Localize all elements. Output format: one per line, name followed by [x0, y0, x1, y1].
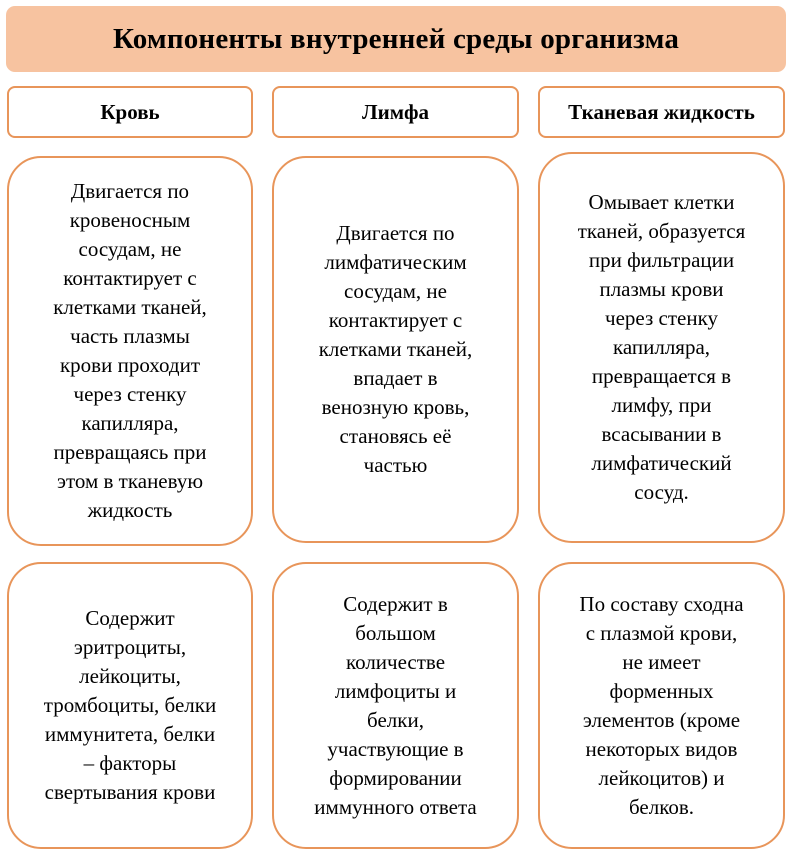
- card-tissue-fluid-movement: [538, 152, 785, 543]
- diagram-title-bar: [6, 6, 786, 72]
- header-blood: [7, 86, 253, 138]
- card-tissue-fluid-composition: [538, 562, 785, 849]
- card-lymph-composition: [272, 562, 519, 849]
- card-tissue-fluid-movement-text: Омывает клетки тканей, образуется при фильтрации плазмы крови через стенку капилляра, превращается в лимфу, при всасывании в лимфатический сосуд.: [577, 190, 746, 504]
- card-blood-composition-text: Содержит эритроциты, лейкоциты, тромбоциты, белки иммунитета, белки – факторы свертывания крови: [43, 606, 217, 804]
- card-tissue-fluid-composition-text: По составу сходна с плазмой крови, не имеет форменных элементов (кроме некоторых видов лейкоцитов) и белков.: [579, 591, 744, 819]
- card-lymph-movement: [272, 156, 519, 543]
- header-tissue-fluid-label: Тканевая жидкость: [568, 99, 755, 124]
- card-blood-movement: [7, 156, 253, 546]
- card-lymph-movement-text: Двигается по лимфатическим сосудам, не контактирует с клетками тканей, впадает в венозную кровь, становясь её частью: [318, 221, 473, 477]
- card-blood-composition: [7, 562, 253, 849]
- diagram-title: Компоненты внутренней среды организма: [112, 22, 680, 55]
- header-lymph: [272, 86, 519, 138]
- card-blood-movement-text: Двигается по кровеносным сосудам, не контактирует с клетками тканей, часть плазмы крови проходит через стенку капилляра, превращаясь при этом в тканевую жидкость: [53, 179, 207, 522]
- header-blood-label: Кровь: [100, 99, 160, 124]
- card-lymph-composition-text: Содержит в большом количестве лимфоциты и белки, участвующие в формировании иммунного ответа: [314, 591, 477, 819]
- header-tissue-fluid: [538, 86, 785, 138]
- header-lymph-label: Лимфа: [361, 99, 430, 124]
